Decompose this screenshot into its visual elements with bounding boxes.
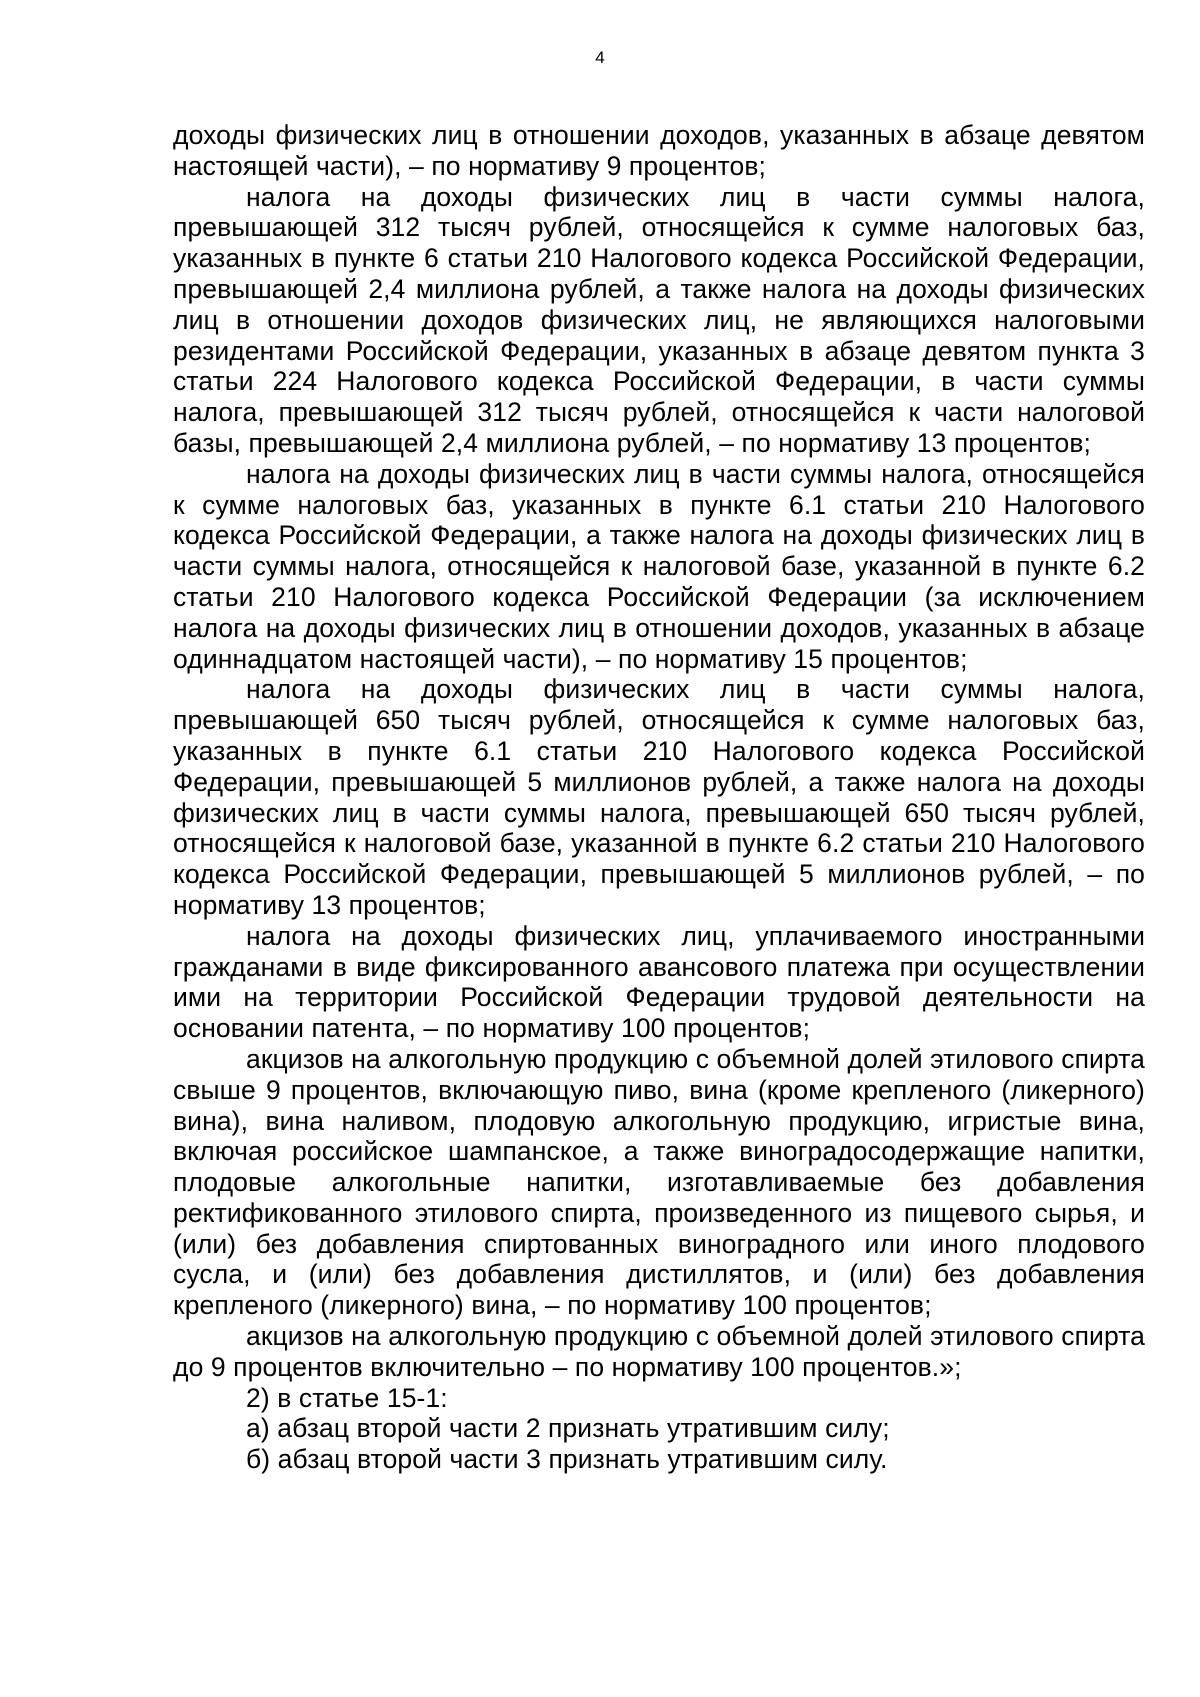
paragraph-excise-up-to-9: акцизов на алкогольную продукцию с объемной долей этилового спирта до 9 процентов включительно – по нормативу 100 процентов.»; (173, 1321, 1145, 1382)
document-body (173, 120, 1145, 1475)
paragraph-article-15-1: 2) в статье 15-1: (246, 1382, 448, 1413)
paragraph-ndfl-15-percent: налога на доходы физических лиц в части суммы налога, относящейся к сумме налоговых баз, указанных в пункте 6.1 статьи 210 Налогового кодекса Российской Федерации, а также налога на доходы физических лиц в части суммы налога, относящейся к налоговой базе, указанной в пункте 6.2 статьи 210 Налогового кодекса Российской Федерации (за исключением налога на доходы физических лиц в отношении доходов, указанных в абзаце одиннадцатом настоящей части), – по нормативу 15 процентов; (173, 458, 1145, 674)
paragraph-item-a: а) абзац второй части 2 признать утратившим силу; (246, 1413, 890, 1444)
paragraph-ndfl-13-percent-312: налога на доходы физических лиц в части суммы налога, превышающей 312 тысяч рублей, относящейся к сумме налоговых баз, указанных в пункте 6 статьи 210 Налогового кодекса Российской Федерации, превышающей 2,4 миллиона рублей, а также налога на доходы физических лиц в отношении доходов физических лиц, не являющихся налоговыми резидентами Российской Федерации, указанных в абзаце девятом пункта 3 статьи 224 Налогового кодекса Российской Федерации, в части суммы налога, превышающей 312 тысяч рублей, относящейся к части налоговой базы, превышающей 2,4 миллиона рублей, – по нормативу 13 процентов; (173, 181, 1145, 458)
paragraph-ndfl-patent: налога на доходы физических лиц, уплачиваемого иностранными гражданами в виде фиксированного авансового платежа при осуществлении ими на территории Российской Федерации трудовой деятельности на основании патента, – по нормативу 100 процентов; (173, 920, 1145, 1044)
paragraph-continuation: доходы физических лиц в отношении доходов, указанных в абзаце девятом настоящей части), – по нормативу 9 процентов; (173, 120, 1145, 181)
paragraph-item-b: б) абзац второй части 3 признать утратившим силу. (246, 1444, 888, 1475)
page-number: 4 (595, 48, 605, 67)
paragraph-excise-over-9: акцизов на алкогольную продукцию с объемной долей этилового спирта свыше 9 процентов, включающую пиво, вина (кроме крепленого (ликерного) вина), вина наливом, плодовую алкогольную продукцию, игристые вина, включая российское шампанское, а также виноградосодержащие напитки, плодовые алкогольные напитки, изготавливаемые без добавления ректификованного этилового спирта, произведенного из пищевого сырья, и (или) без добавления спиртованных виноградного или иного плодового сусла, и (или) без добавления дистиллятов, и (или) без добавления крепленого (ликерного) вина, – по нормативу 100 процентов; (173, 1043, 1145, 1321)
paragraph-ndfl-13-percent-650: налога на доходы физических лиц в части суммы налога, превышающей 650 тысяч рублей, относящейся к сумме налоговых баз, указанных в пункте 6.1 статьи 210 Налогового кодекса Российской Федерации, превышающей 5 миллионов рублей, а также налога на доходы физических лиц в части суммы налога, превышающей 650 тысяч рублей, относящейся к налоговой базе, указанной в пункте 6.2 статьи 210 Налогового кодекса Российской Федерации, превышающей 5 миллионов рублей, – по нормативу 13 процентов; (173, 674, 1145, 920)
